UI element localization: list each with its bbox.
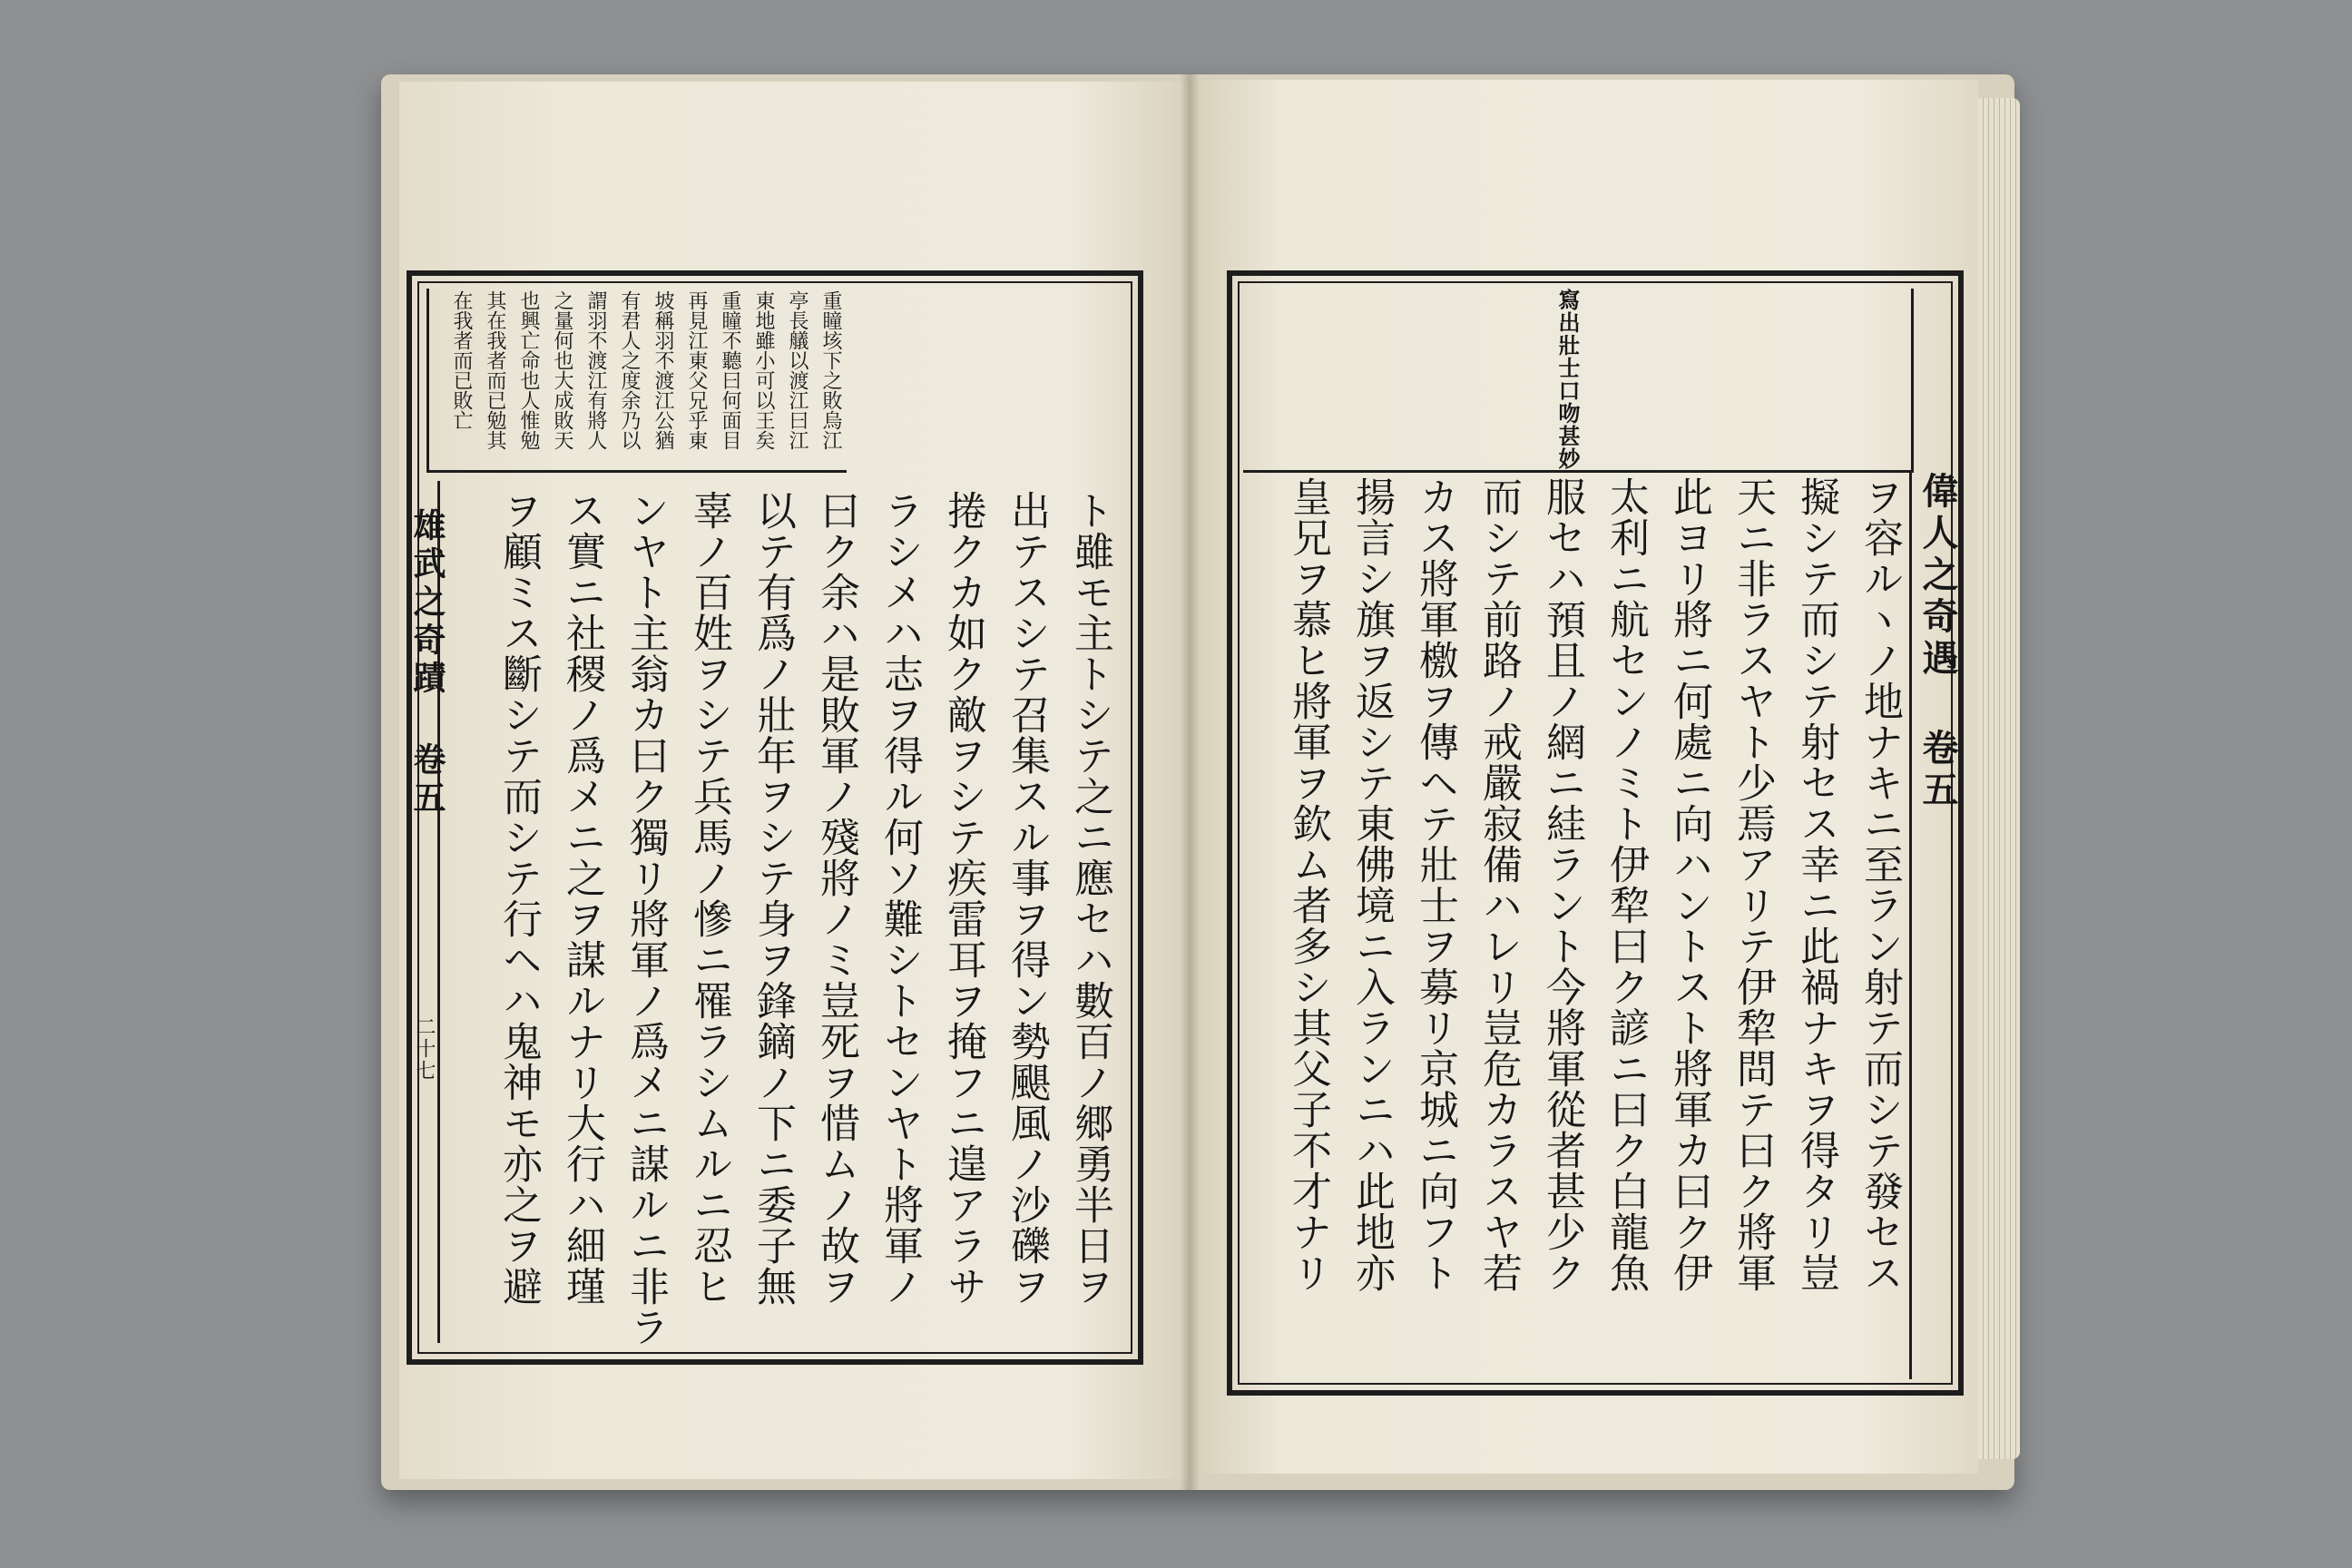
body-column: 太利ニ航センノミト伊犂曰ク諺ニ曰ク白龍魚 — [1602, 476, 1649, 1293]
body-column: 曰ク余ハ是敗軍ノ殘將ノミ豈死ヲ惜ムノ故ヲ — [813, 490, 859, 1307]
headnote-column: 坡稱羽不渡江公猶 — [652, 290, 674, 450]
body-column: 辜ノ百姓ヲシテ兵馬ノ慘ニ罹ラシムルニ忍ヒ — [686, 490, 732, 1307]
body-column: 捲クカ如ク敵ヲシテ疾雷耳ヲ掩フニ遑アラサ — [940, 490, 986, 1307]
body-column: ンヤト主翁カ曰ク獨リ將軍ノ爲メニ謀ルニ非ラ — [622, 490, 669, 1348]
body-column: 皇兄ヲ慕ヒ將軍ヲ欽ム者多シ其父子不才ナリ — [1285, 476, 1331, 1293]
headnote-column: 在我者而已敗亡 — [450, 290, 473, 430]
body-column: 服セハ預且ノ網ニ絓ラント今將軍從者甚少ク — [1539, 476, 1585, 1293]
left-spine-title: 雄武之奇蹟 卷五 — [408, 508, 446, 818]
body-column: 天ニ非ラスヤト少焉アリテ伊犂問テ曰ク將軍 — [1730, 476, 1776, 1293]
page-number: 二十七 — [413, 1016, 436, 1082]
book-gutter — [1180, 74, 1200, 1490]
body-column: ス實ニ社稷ノ爲メニ之ヲ謀ルナリ大行ハ細瑾 — [559, 490, 605, 1307]
headnote-column: 也興亡命也人惟勉 — [517, 290, 540, 450]
body-column: 此ヨリ將ニ何處ニ向ハントスト將軍カ曰ク伊 — [1666, 476, 1712, 1293]
body-column: ト雖モ主トシテ之ニ應セハ數百ノ郷勇半日ヲ — [1067, 490, 1113, 1307]
body-column: カス將軍檄ヲ傳ヘテ壯士ヲ募リ京城ニ向フト — [1412, 476, 1458, 1293]
right-spine-title: 偉人之奇遇 卷五 — [1916, 472, 1959, 812]
body-column: 以テ有爲ノ壯年ヲシテ身ヲ鋒鏑ノ下ニ委子無 — [750, 490, 796, 1307]
body-column: 出テスシテ召集スル事ヲ得ン勢颶風ノ沙礫ヲ — [1004, 490, 1050, 1307]
headnote-column: 再見江東父兄乎東 — [685, 290, 708, 450]
headnote-column: 重瞳不聽曰何面目 — [719, 290, 741, 450]
body-column: ヲ容ルヽノ地ナキニ至ラン射テ而シテ發セス — [1857, 476, 1903, 1293]
body-column: ラシメハ志ヲ得ル何ソ難シトセンヤト將軍ノ — [877, 490, 923, 1307]
body-column: 而シテ前路ノ戒嚴寂備ハレリ豈危カラスヤ若 — [1475, 476, 1522, 1293]
body-column: 擬シテ而シテ射セス幸ニ此禍ナキヲ得タリ豈 — [1793, 476, 1839, 1293]
headnote-column: 有君人之度余乃以 — [618, 290, 641, 450]
page-stack-edge — [1978, 98, 2020, 1459]
left-headnote — [426, 289, 847, 473]
body-column: ヲ顧ミス斷シテ而シテ行ヘハ鬼神モ亦之ヲ避 — [495, 490, 542, 1307]
headnote-column: 謂羽不渡江有將人 — [584, 290, 607, 450]
headnote-column: 東地雖小可以王矣 — [752, 290, 775, 450]
headnote-column: 亭長艤以渡江曰江 — [786, 290, 808, 450]
headnote-column: 重瞳垓下之敗烏江 — [819, 290, 842, 450]
right-topnote: 寫出壯士口吻甚妙 — [1554, 289, 1581, 470]
body-column: 揚言シ旗ヲ返シテ東佛境ニ入ランニハ此地亦 — [1348, 476, 1395, 1293]
headnote-column: 其在我者而已勉其 — [484, 290, 506, 450]
headnote-column: 之量何也大成敗天 — [551, 290, 573, 450]
right-topnote-box — [1243, 289, 1914, 473]
right-spine-column — [1909, 472, 1959, 1379]
left-spine-column — [408, 481, 446, 1343]
